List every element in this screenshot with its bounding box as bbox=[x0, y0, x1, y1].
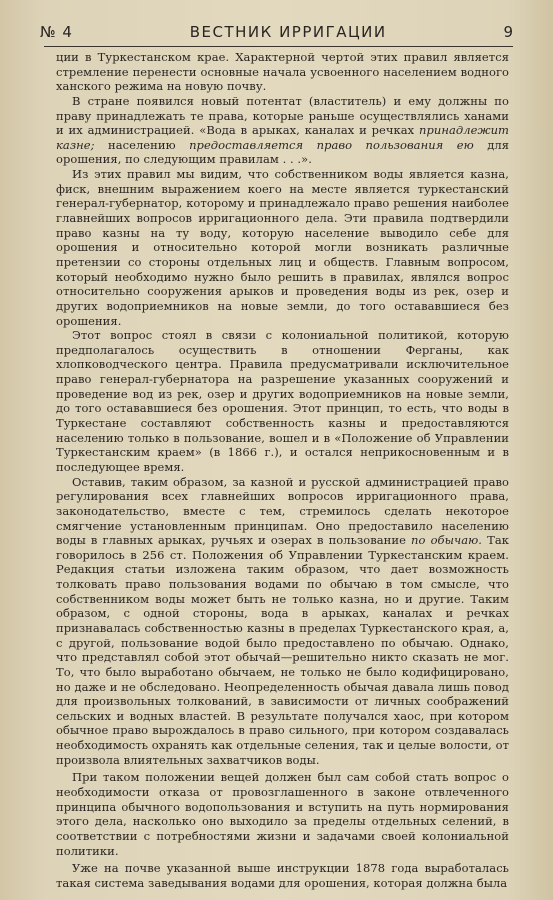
text-run: населению bbox=[94, 137, 190, 152]
paragraph-5 bbox=[56, 475, 509, 768]
header-rule bbox=[44, 46, 513, 47]
text-run: Из этих правил мы видим, что собственником воды является казна, фиск, внешним выражением коего на месте является туркестанский генерал-губернатор, которому и принадлежало право решения наиболее главнейших вопросов ирригационного дела. Эти правила подтвердили право казны на ту воду, которую население выводило себе для орошения и относительно которой могли возникать различные претензии со стороны отдельных лиц и обществ. Главным вопросом, который необходимо нужно было решить в правилах, являлся вопрос относительно сооружения арыков и проведения воды из рек, озер и других водоприемников на новые земли, до того остававшиеся без орошения. bbox=[56, 167, 509, 328]
paragraph-2 bbox=[56, 94, 509, 167]
text-run: При таком положении вещей должен был сам собой стать вопрос о необходимости отказа от провозглашенного в законе отвлеченного принципа обычного водопользования и вступить на путь нормирования этого дела, насколько оно выходило за пределы отдельных селений, в соответствии с потребностями жизни и задачами своей колониальной политики. bbox=[56, 770, 509, 858]
page-number: 9 bbox=[503, 23, 513, 41]
article-body bbox=[56, 50, 509, 891]
text-run: Оставив, таким образом, за казной и русской администрацией право регулирования всех главнейших вопросов ирригационного права, законодательство, вместе с тем, стремилось сделать некоторое смягчение установленным принципам. Оно предоставило населению воды в главных арыках, ручьях и озерах в пользование bbox=[56, 474, 509, 548]
paragraph-1 bbox=[56, 50, 509, 94]
issue-number: № 4 bbox=[40, 23, 73, 41]
text-run: В стране появился новый потентат (властитель) и ему должны по праву принадлежать те права, которые раньше осуществлялись ханами и их администрацией. «Вода в арыках, каналах и речках bbox=[56, 93, 509, 138]
running-header bbox=[40, 20, 513, 44]
paragraph-7 bbox=[56, 861, 509, 890]
italic-run: предоставляется право пользования ею bbox=[189, 137, 474, 152]
paragraph-6 bbox=[56, 770, 509, 858]
text-run: Уже на почве указанной выше инструкции 1878 года выработалась такая система заведывания водами для орошения, которая должна была bbox=[56, 861, 509, 890]
italic-run: по обычаю. bbox=[411, 533, 483, 548]
text-run: Так говорилось в 256 ст. Положения об Управлении Туркестанским краем. Редакция статьи изложена таким образом, что дает возможность толковать право пользования водами по обычаю в том смысле, что собственником воды может быть не только казна, но и другие. Таким образом, с одной стороны, вода в арыках, каналах и речках признавалась собственностью казны в пределах Туркестанского края, а, с другой, пользование водой было предоставлено по обычаю. Однако, что представлял собой этот обычай—решительно никто сказать не мог. То, что было выработано обычаем, не только не было кодифицировано, но даже и не обследовано. Неопределенность обычая давала лишь повод для произвольных толкований, в зависимости от личных соображений сельских и водных властей. В результате получался хаос, при котором обычное право вырождалось в право сильного, при котором создавалась необходимость охранять как отдельные селения, так и целые волости, от произвола влиятельных захватчиков воды. bbox=[56, 533, 509, 767]
journal-title: ВЕСТНИК ИРРИГАЦИИ bbox=[189, 23, 387, 41]
text-run: ции в Туркестанском крае. Характерной чертой этих правил является стремление перенести основные начала усвоенного населением водного ханского режима на новую почву. bbox=[56, 50, 509, 94]
paragraph-4 bbox=[56, 328, 509, 474]
italic-run: принадлежит казне; bbox=[56, 123, 509, 152]
text-run: для орошения, по следующим правилам . . .». bbox=[56, 137, 510, 167]
text-run: Этот вопрос стоял в связи с колониальной политикой, которую предполагалось осуществить в отношении Ферганы, как хлопководческого центра. Правила предусматривали исключительное право генерал-губернатора на разрешение указанных сооружений и проведение вод из рек, озер и других водоприемников на новые земли, до того остававшиеся без орошения. Этот принцип, то есть, что воды в Туркестане составляют собственность казны и предоставляются населению только в пользование, вошел и в «Положение об Управлении Туркестанским краем» (в 1866 г.), и остался неприкосновенным и в последующее время. bbox=[56, 328, 509, 474]
paragraph-3 bbox=[56, 167, 509, 328]
